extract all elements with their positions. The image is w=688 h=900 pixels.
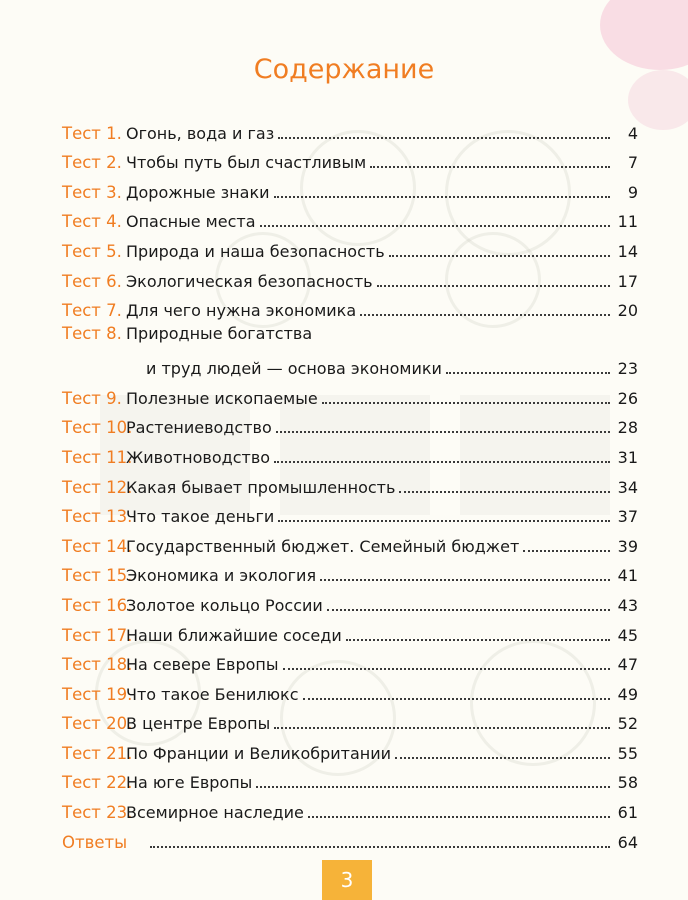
toc-entry-prefix: Тест 9.	[62, 388, 122, 408]
dot-leader	[327, 608, 610, 611]
toc-entry-prefix: Тест 19.	[62, 684, 133, 704]
toc-entry	[62, 526, 638, 556]
toc-entry-title: Наши ближайшие соседи	[126, 625, 342, 645]
toc-entry-prefix: Тест 16.	[62, 595, 133, 615]
toc-entry-prefix: Тест 2.	[62, 153, 122, 173]
dot-leader	[320, 578, 610, 581]
toc-entry	[62, 733, 638, 763]
toc-entry-prefix: Тест 8.	[62, 324, 122, 344]
toc-entry	[62, 291, 638, 321]
toc-entry-page: 34	[617, 477, 638, 497]
toc-entry-page: 28	[617, 418, 638, 438]
toc-entry	[62, 556, 638, 586]
toc-entry	[62, 585, 638, 615]
dot-leader	[150, 845, 610, 848]
dot-leader	[370, 165, 610, 168]
toc-entry-title: Растениеводство	[126, 418, 272, 438]
toc-entry	[62, 467, 638, 497]
toc-entry-prefix: Тест 10.	[62, 418, 133, 438]
toc-entry	[62, 792, 638, 822]
dot-leader	[446, 371, 610, 374]
dot-leader	[260, 224, 610, 227]
toc-entry-title: Чтобы путь был счастливым	[126, 153, 367, 173]
toc-entry-title: Какая бывает промышленность	[126, 477, 396, 497]
toc-entry-title: Природные богатства	[126, 324, 313, 344]
dot-leader	[360, 313, 610, 316]
toc-entry-title: Всемирное наследие	[126, 803, 304, 823]
toc-entry-page: 17	[617, 271, 638, 291]
toc-entry-title: Огонь, вода и газ	[126, 123, 275, 143]
dot-leader	[276, 430, 610, 433]
toc-entry	[62, 231, 638, 261]
toc-entry-page: 37	[617, 507, 638, 527]
page-title: Содержание	[253, 54, 435, 85]
dot-leader	[278, 136, 610, 139]
toc-entry-page: 20	[617, 301, 638, 321]
dot-leader	[389, 254, 610, 257]
toc-entry-page: 41	[617, 566, 638, 586]
toc-entry	[62, 763, 638, 793]
dot-leader	[278, 519, 610, 522]
toc-entry	[62, 172, 638, 202]
toc-entry-title: Опасные места	[126, 212, 256, 232]
dot-leader	[322, 401, 610, 404]
toc-entry-page: 11	[617, 212, 638, 232]
toc-entry-page: 55	[617, 743, 638, 763]
toc-entry-title-continued: и труд людей — основа экономики	[146, 359, 442, 379]
dot-leader	[274, 460, 610, 463]
toc-entry	[62, 408, 638, 438]
toc-entry-title: Что такое Бенилюкс	[126, 684, 299, 704]
toc-entry	[62, 822, 638, 852]
toc-entry-title: Государственный бюджет. Семейный бюджет	[126, 536, 520, 556]
toc-entry-title: На севере Европы	[126, 655, 279, 675]
dot-leader	[523, 549, 610, 552]
dot-leader	[274, 195, 610, 198]
toc-entry-title: Дорожные знаки	[126, 182, 270, 202]
toc-entry	[62, 320, 638, 378]
toc-entry-title: Что такое деньги	[126, 507, 275, 527]
toc-entry-title: По Франции и Великобритании	[126, 743, 392, 763]
toc-entry	[62, 261, 638, 291]
toc-entry-title: Для чего нужна экономика	[126, 301, 357, 321]
dot-leader	[377, 284, 610, 287]
toc-entry	[62, 143, 638, 173]
toc-entry-prefix: Тест 22.	[62, 773, 133, 793]
toc-entry-prefix: Тест 12.	[62, 477, 133, 497]
toc-entry-prefix: Тест 7.	[62, 301, 122, 321]
toc-entry-prefix: Тест 4.	[62, 212, 122, 232]
dot-leader	[399, 490, 610, 493]
toc-entry-page: 61	[617, 803, 638, 823]
dot-leader	[303, 697, 610, 700]
toc-entry-title: Природа и наша безопасность	[126, 241, 385, 261]
dot-leader	[395, 756, 610, 759]
toc-entry-page: 64	[617, 832, 638, 852]
toc-entry	[62, 113, 638, 143]
toc-entry-prefix: Тест 15.	[62, 566, 133, 586]
toc-entry-title: На юге Европы	[126, 773, 253, 793]
toc-entry-prefix: Тест 1.	[62, 123, 122, 143]
toc-entry-page: 45	[617, 625, 638, 645]
page-number-badge	[322, 860, 372, 900]
toc-entry-prefix: Тест 14.	[62, 536, 133, 556]
toc-entry	[62, 704, 638, 734]
toc-entry-prefix: Тест 17.	[62, 625, 133, 645]
dot-leader	[274, 726, 610, 729]
toc-entry-title: Животноводство	[126, 447, 271, 467]
toc-entry-title: Полезные ископаемые	[126, 388, 318, 408]
toc-entry-page: 14	[617, 241, 638, 261]
toc-entry	[62, 437, 638, 467]
toc-entry-prefix: Тест 6.	[62, 271, 122, 291]
toc-entry-page: 9	[627, 182, 638, 202]
toc-entry-prefix: Тест 13.	[62, 507, 133, 527]
toc-entry-prefix: Тест 5.	[62, 241, 122, 261]
dot-leader	[283, 667, 611, 670]
toc-entry-prefix: Тест 21.	[62, 743, 133, 763]
toc-entry	[62, 497, 638, 527]
toc-entry-page: 7	[627, 153, 638, 173]
toc-entry	[62, 202, 638, 232]
toc-entry-page: 26	[617, 388, 638, 408]
toc-entry-prefix: Тест 3.	[62, 182, 122, 202]
dot-leader	[256, 785, 610, 788]
dot-leader	[346, 638, 610, 641]
toc-entry-title: В центре Европы	[126, 714, 271, 734]
toc-entry	[62, 674, 638, 704]
toc-entry-page: 23	[617, 359, 638, 379]
toc-entry-prefix: Ответы	[62, 832, 128, 852]
toc-entry-page: 4	[627, 123, 638, 143]
toc-entry-page: 31	[617, 447, 638, 467]
toc-entry-prefix: Тест 20.	[62, 714, 133, 734]
toc-entry-title: Золотое кольцо России	[126, 595, 323, 615]
toc-entry-prefix: Тест 18.	[62, 655, 133, 675]
toc-entry	[62, 378, 638, 408]
toc-entry-page: 43	[617, 595, 638, 615]
toc-entry-page: 49	[617, 684, 638, 704]
toc-entry-prefix: Тест 11.	[62, 447, 133, 467]
toc-entry-page: 39	[617, 536, 638, 556]
toc-entry-prefix: Тест 23.	[62, 803, 133, 823]
toc-entry-page: 58	[617, 773, 638, 793]
page-number: 3	[340, 868, 354, 892]
toc-entry	[62, 645, 638, 675]
dot-leader	[308, 815, 610, 818]
toc-entry	[62, 615, 638, 645]
toc-entry-title: Экономика и экология	[126, 566, 317, 586]
table-of-contents	[62, 113, 638, 852]
toc-entry-page: 52	[617, 714, 638, 734]
toc-entry-page: 47	[617, 655, 638, 675]
toc-entry-title: Экологическая безопасность	[126, 271, 373, 291]
